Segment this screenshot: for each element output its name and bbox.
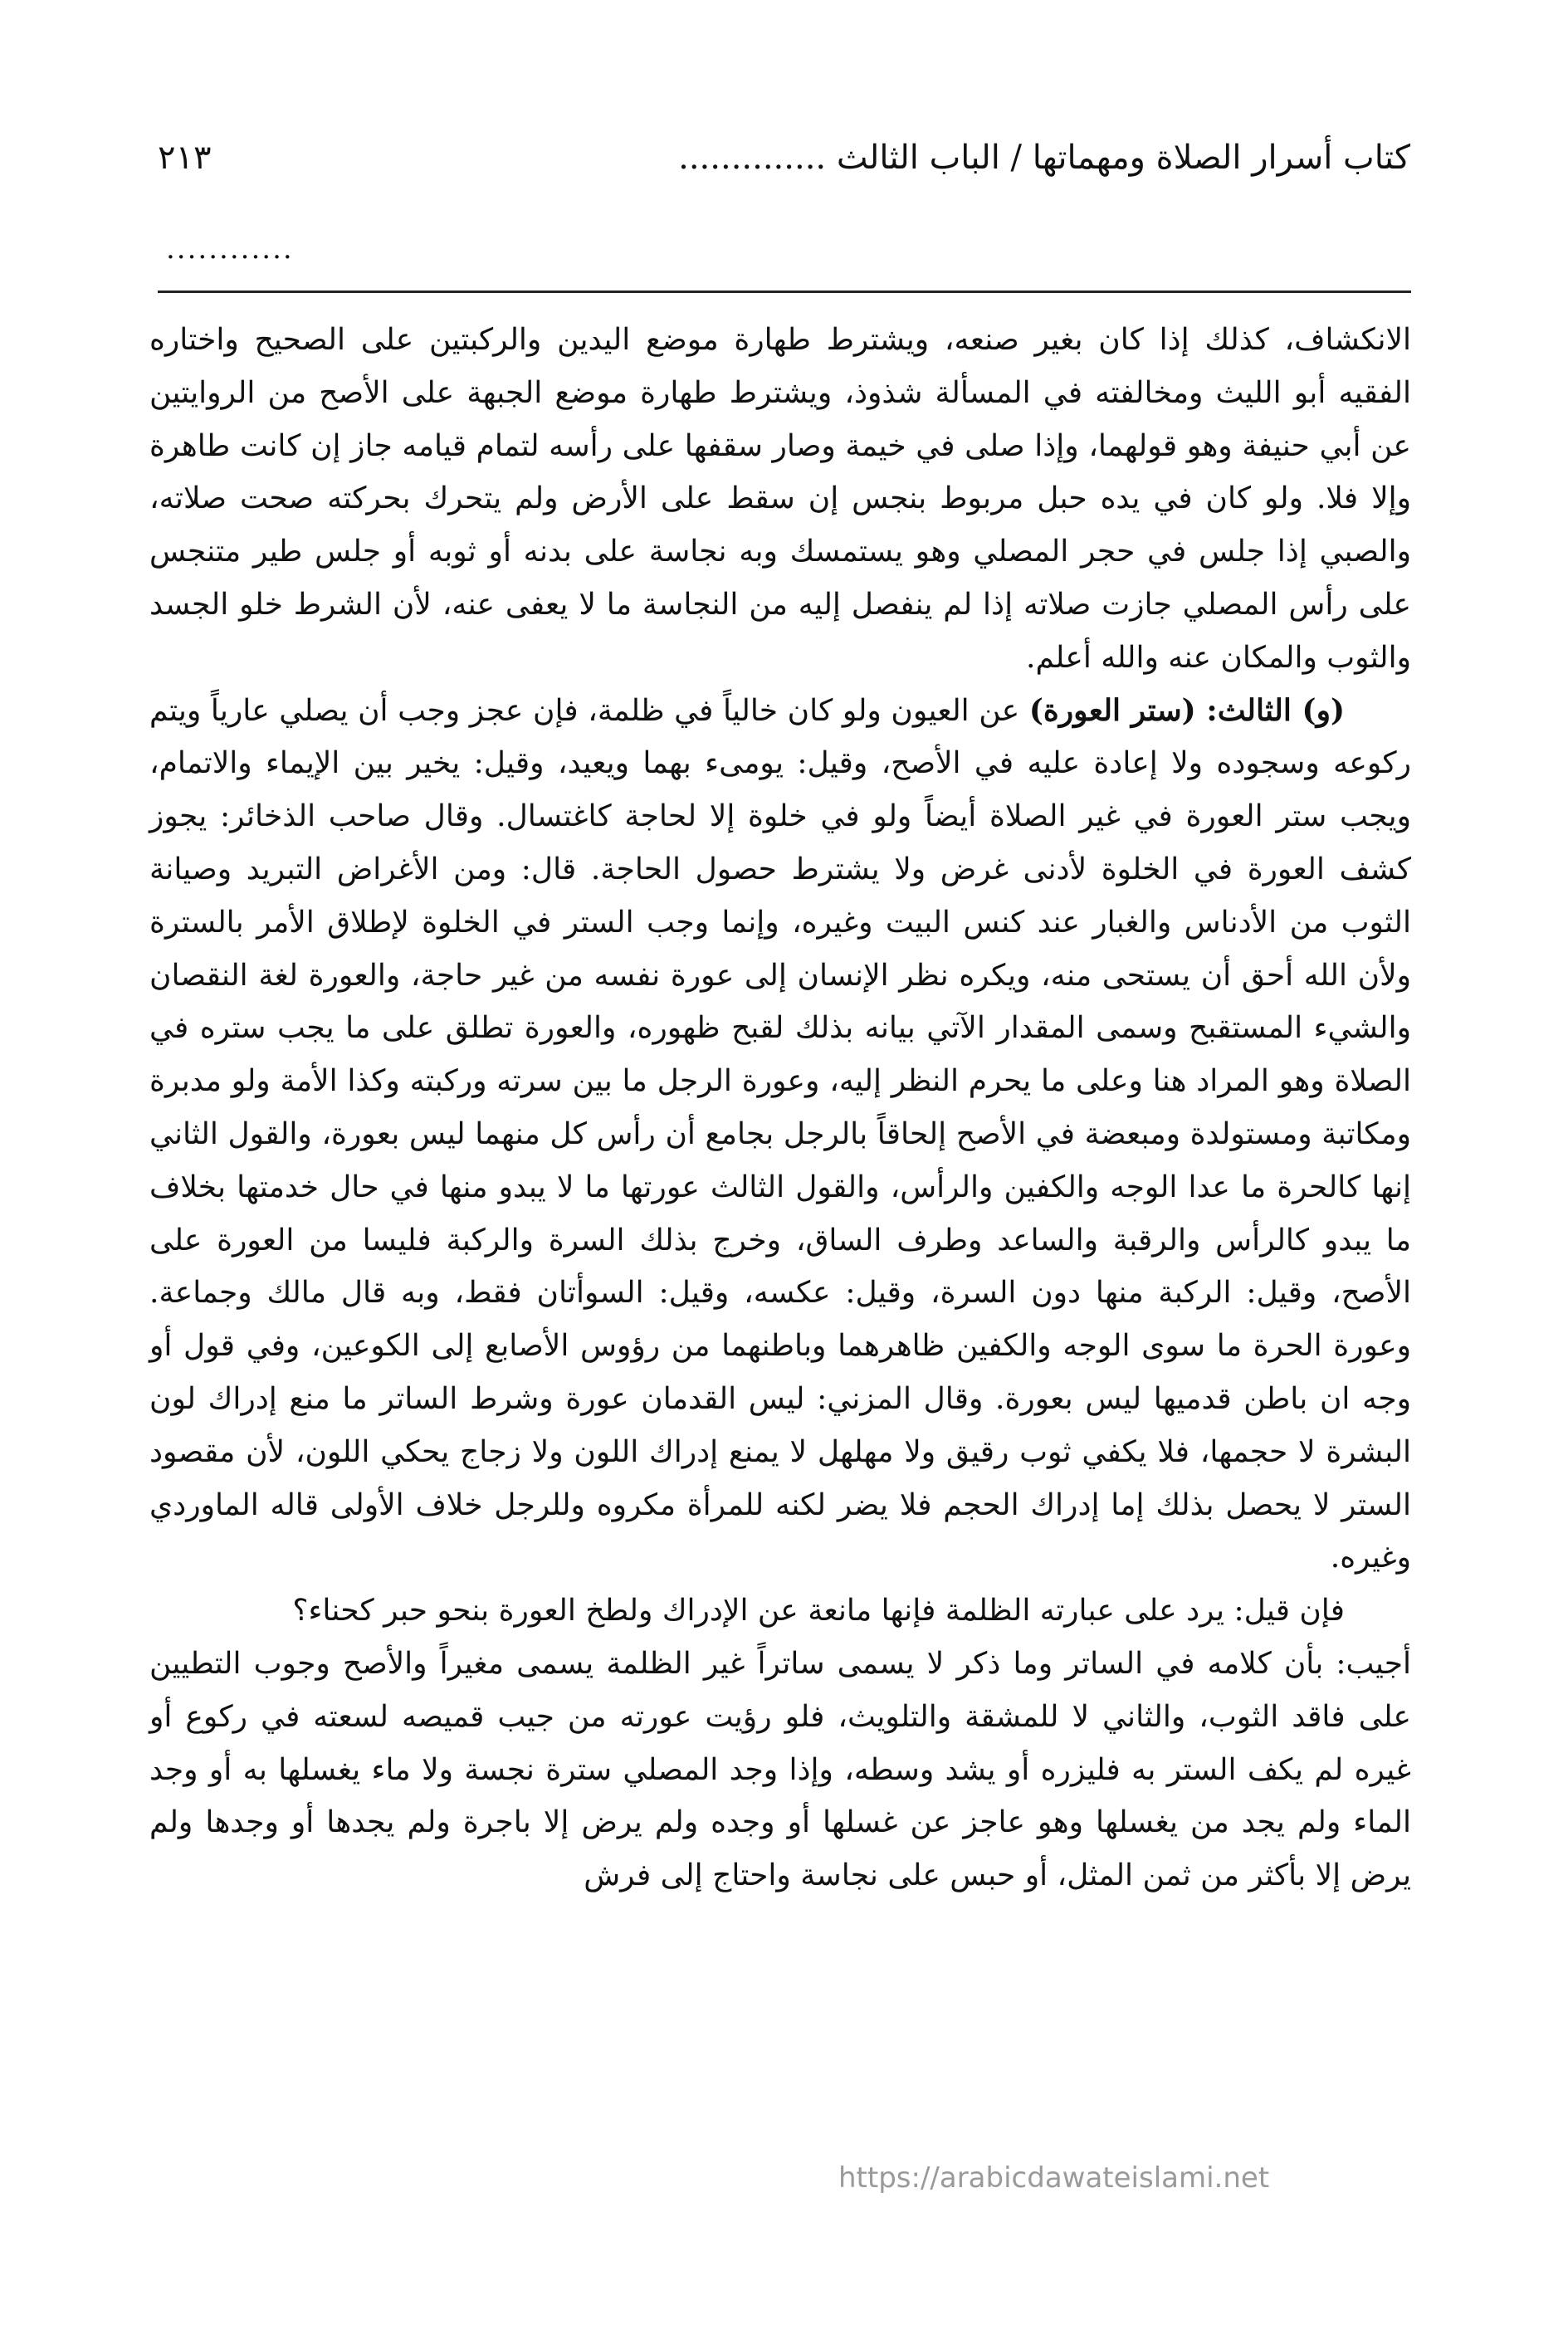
header-dots: ............ bbox=[166, 232, 294, 266]
section-heading: (و) الثالث: (ستر العورة) bbox=[1028, 692, 1345, 728]
running-title: كتاب أسرار الصلاة ومهماتها / الباب الثالث .............. bbox=[678, 139, 1410, 177]
watermark-url: https://arabicdawateislami.net bbox=[838, 2161, 1270, 2195]
page-number: ٢١٣ bbox=[158, 139, 212, 177]
paragraph-3: فإن قيل: يرد على عبارته الظلمة فإنها مانعة عن الإدراك ولطخ العورة بنحو حبر كحناء؟ bbox=[292, 1594, 1345, 1629]
paragraph-2-text: عن العيون ولو كان خالياً في ظلمة، فإن عجز وجب أن يصلي عارياً ويتم ركوعه وسجوده ولا إعادة عليه في الأصح، وقيل: يومىء بهما ويعيد، وقيل: يخير بين الإيماء والاتمام، ويجب ستر العورة في غير الصلاة أيضاً ولو في خلوة إلا لحاجة كاغتسال. وقال صاحب الذخائر: يجوز كشف العورة في الخلوة لأدنى غرض ولا يشترط حصول الحاجة. قال: ومن الأغراض التبريد وصيانة الثوب من الأدناس والغبار عند كنس البيت وغيره، وإنما وجب الستر في الخلوة لإطلاق الأمر بالسترة ولأن الله أحق أن يستحى منه، ويكره نظر الإنسان إلى عورة نفسه من غير حاجة، والعورة لغة النقصان والشيء المستقبح وسمى المقدار الآتي بيانه بذلك لقبح ظهوره، والعورة تطلق على ما يجب ستره في الصلاة وهو المراد هنا وعلى ما يحرم النظر إليه، وعورة الرجل ما بين سرته وركبته وكذا الأمة ولو مدبرة ومكاتبة ومستولدة ومبعضة في الأصح إلحاقاً بالرجل بجامع أن رأس كل منهما ليس بعورة، والقول الثاني إنها كالحرة ما عدا الوجه والكفين والرأس، والقول الثالث عورتها ما لا يبدو منها في حال خدمتها بخلاف ما يبدو كالرأس والرقبة والساعد وطرف الساق، وخرج بذلك السرة والركبة فليسا من العورة على الأصح، وقيل: الركبة منها دون السرة، وقيل: عكسه، وقيل: السوأتان فقط، وبه قال مالك وجماعة. وعورة الحرة ما سوى الوجه والكفين ظاهرهما وباطنهما من رؤوس الأصابع إلى الكوعين، وفي قول أو وجه ان باطن قدميها ليس بعورة. وقال المزني: ليس القدمان عورة وشرط الساتر ما منع إدراك لون البشرة لا حجمها، فلا يكفي ثوب رقيق ولا مهلهل لا يمنع إدراك اللون ولا زجاج يحكي اللون، لأن مقصود الستر لا يحصل بذلك إما إدراك الحجم فلا يضر لكنه للمرأة مكروه وللرجل خلاف الأولى قاله الماوردي وغيره. bbox=[149, 693, 1411, 1575]
main-text bbox=[149, 314, 1411, 1902]
paragraph-2 bbox=[149, 685, 1411, 1585]
header-divider bbox=[158, 291, 1411, 293]
paragraph-1: الانكشاف، كذلك إذا كان بغير صنعه، ويشترط طهارة موضع اليدين والركبتين على الصحيح واختاره الفقيه أبو الليث ومخالفته في المسألة شذوذ، ويشترط طهارة موضع الجبهة على الأصح من الروايتين عن أبي حنيفة وهو قولهما، وإذا صلى في خيمة وصار سقفها على رأسه لتمام قيامه جاز إن كانت طاهرة وإلا فلا. ولو كان في يده حبل مربوط بنجس إن سقط على الأرض ولم يتحرك بحركته صحت صلاته، والصبي إذا جلس في حجر المصلي وهو يستمسك وبه نجاسة على بدنه أو ثوبه أو جلس طير متنجس على رأس المصلي جازت صلاته إذا لم ينفصل إليه من النجاسة ما لا يعفى عنه، لأن الشرط خلو الجسد والثوب والمكان عنه والله أعلم. bbox=[149, 323, 1411, 675]
paragraph-4: أجيب: بأن كلامه في الساتر وما ذكر لا يسمى ساتراً غير الظلمة يسمى مغيراً والأصح وجوب التطيين على فاقد الثوب، والثاني لا للمشقة والتلويث، فلو رؤيت عورته من جيب قميصه لسعته في ركوع أو غيره لم يكف الستر به فليزره أو يشد وسطه، وإذا وجد المصلي سترة نجسة ولا ماء يغسلها به أو وجد الماء ولم يجد من يغسلها وهو عاجز عن غسلها أو وجده ولم يرض إلا باجرة ولم يجدها أو وجدها ولم يرض إلا بأكثر من ثمن المثل، أو حبس على نجاسة واحتاج إلى فرش bbox=[149, 1646, 1411, 1893]
running-header bbox=[158, 133, 1410, 183]
